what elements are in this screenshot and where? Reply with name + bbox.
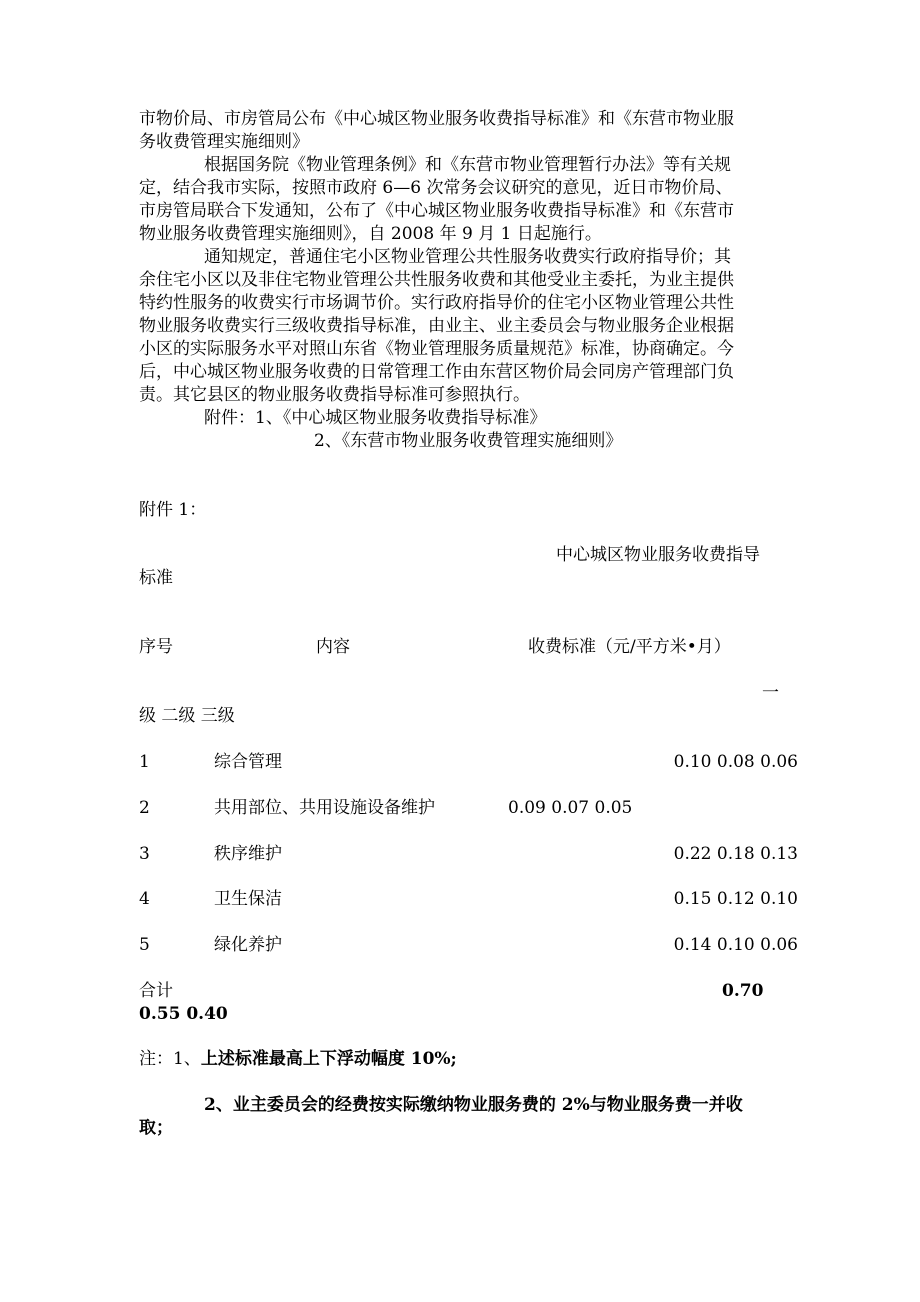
note-1-prefix: 注：1、	[139, 1049, 201, 1069]
paragraph-1-line-2: 定，结合我市实际，按照市政府 6—6 次常务会议研究的意见，近日市物价局、	[139, 178, 733, 198]
annex-title-part-1: 中心城区物业服务收费指导	[556, 545, 760, 565]
intro-title-line-1: 市物价局、市房管局公布《中心城区物业服务收费指导标准》和《东营市物业服	[139, 109, 734, 129]
level-first-char: 一	[762, 683, 779, 703]
row-content: 共用部位、共用设施设备维护	[214, 798, 435, 818]
note-1-text: 上述标准最高上下浮动幅度 10%;	[200, 1049, 457, 1069]
paragraph-1-line-3: 市房管局联合下发通知，公布了《中心城区物业服务收费指导标准》和《东营市	[139, 201, 734, 221]
row-values: 0.22 0.18 0.13	[673, 844, 798, 864]
header-seq: 序号	[139, 637, 173, 657]
row-seq: 1	[139, 752, 150, 772]
row-content: 绿化养护	[214, 935, 282, 955]
attachment-1-link: 附件：1、《中心城区物业服务收费指导标准》	[204, 408, 547, 428]
row-content: 卫生保洁	[214, 889, 282, 909]
row-seq: 5	[139, 935, 150, 955]
note-2-line-1: 2、业主委员会的经费按实际缴纳物业服务费的 2%与物业服务费一并收	[204, 1095, 743, 1115]
level-labels: 级 二级 三级	[139, 706, 235, 726]
row-content: 综合管理	[214, 752, 282, 772]
paragraph-2-line-6: 后，中心城区物业服务收费的日常管理工作由东营区物价局会同房产管理部门负	[139, 362, 734, 382]
paragraph-2-line-3: 特约性服务的收费实行市场调节价。实行政府指导价的住宅小区物业管理公共性	[139, 293, 734, 313]
intro-title-line-2: 务收费管理实施细则》	[139, 132, 309, 152]
row-seq: 4	[139, 889, 150, 909]
paragraph-2-line-1: 通知规定，普通住宅小区物业管理公共性服务收费实行政府指导价；其	[204, 247, 731, 267]
note-1	[139, 1049, 457, 1070]
paragraph-1-line-4: 物业服务收费管理实施细则》，自 2008 年 9 月 1 日起施行。	[139, 224, 602, 244]
paragraph-2-line-7: 责。其它县区的物业服务收费指导标准可参照执行。	[139, 385, 530, 405]
total-first-value: 0.70	[722, 981, 764, 1001]
paragraph-2-line-2: 余住宅小区以及非住宅物业管理公共性服务收费和其他受业主委托，为业主提供	[139, 270, 734, 290]
row-seq: 2	[139, 798, 150, 818]
total-rest-values: 0.55 0.40	[139, 1004, 228, 1024]
row-values: 0.14 0.10 0.06	[673, 935, 798, 955]
annex-label: 附件 1：	[139, 500, 207, 520]
row-values: 0.09 0.07 0.05	[508, 798, 633, 818]
paragraph-2-line-4: 物业服务收费实行三级收费指导标准，由业主、业主委员会与物业服务企业根据	[139, 316, 734, 336]
paragraph-1-line-1: 根据国务院《物业管理条例》和《东营市物业管理暂行办法》等有关规	[204, 155, 731, 175]
annex-title-part-2: 标准	[139, 568, 173, 588]
row-seq: 3	[139, 844, 150, 864]
total-label: 合计	[139, 981, 173, 1001]
paragraph-2-line-5: 小区的实际服务水平对照山东省《物业管理服务质量规范》标准，协商确定。今	[139, 339, 734, 359]
row-content: 秩序维护	[214, 844, 282, 864]
header-fee: 收费标准（元/平方米•月）	[528, 637, 731, 657]
note-2-line-2: 取；	[139, 1118, 173, 1138]
header-content: 内容	[316, 637, 350, 657]
attachment-2-link: 2、《东营市物业服务收费管理实施细则》	[314, 431, 623, 451]
row-values: 0.10 0.08 0.06	[673, 752, 798, 772]
row-values: 0.15 0.12 0.10	[673, 889, 798, 909]
